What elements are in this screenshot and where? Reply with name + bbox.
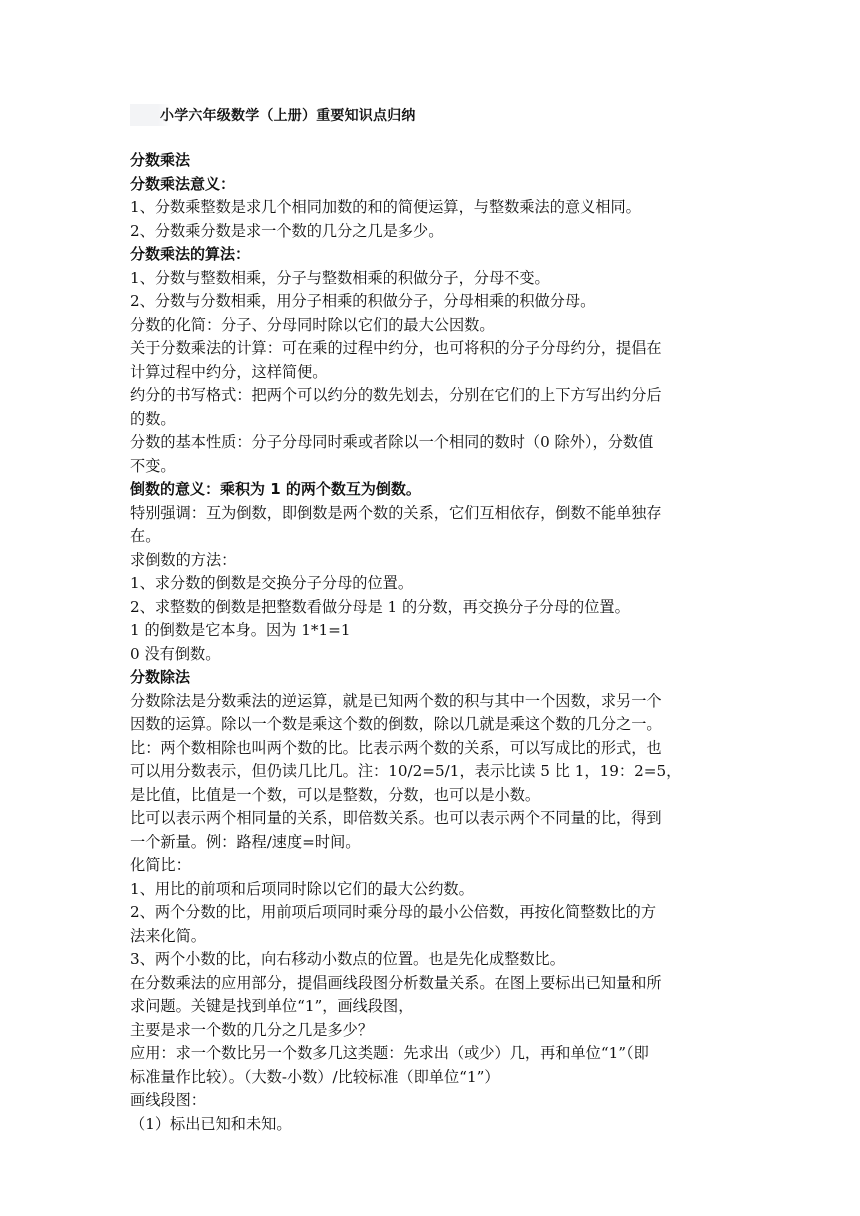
section-heading: 分数乘法的算法： bbox=[130, 245, 251, 263]
text-line: 2、两个分数的比，用前项后项同时乘分母的最小公倍数，再按化简整数比的方 bbox=[130, 903, 657, 921]
text-line: 标准量作比较）。（大数-小数）/比较标准（即单位“1”） bbox=[130, 1067, 500, 1086]
document-body bbox=[130, 149, 740, 1136]
text-line: 1、分数乘整数是求几个相同加数的和的简便运算，与整数乘法的意义相同。 bbox=[130, 198, 641, 216]
text-line: 化简比： bbox=[130, 856, 191, 874]
text-line: 在分数乘法的应用部分，提倡画线段图分析数量关系。在图上要标出已知量和所 bbox=[130, 973, 662, 992]
text-line: 一个新量。例：路程/速度=时间。 bbox=[130, 832, 361, 851]
text-line: 可以用分数表示，但仍读几比几。注：10/2=5/1，表示比读 5 比 1，19：2=5， bbox=[130, 762, 682, 780]
text-line: 分数的化简：分子、分母同时除以它们的最大公因数。 bbox=[130, 315, 495, 334]
document-title-bar bbox=[130, 104, 430, 126]
text-line: 应用：求一个数比另一个数多几这类题：先求出（或少）几，再和单位“1”（即 bbox=[130, 1044, 649, 1062]
text-line: 因数的运算。除以一个数是乘这个数的倒数，除以几就是乘这个数的几分之一。 bbox=[130, 715, 662, 733]
text-line: 0 没有倒数。 bbox=[130, 644, 221, 663]
text-line: 约分的书写格式：把两个可以约分的数先划去，分别在它们的上下方写出约分后 bbox=[130, 386, 662, 404]
text-line: （1）标出已知和未知。 bbox=[130, 1114, 292, 1133]
document-title: 小学六年级数学（上册）重要知识点归纳 bbox=[160, 108, 416, 124]
text-line: 2、分数乘分数是求一个数的几分之几是多少。 bbox=[130, 221, 444, 240]
text-line: 关于分数乘法的计算：可在乘的过程中约分，也可将积的分子分母约分，提倡在 bbox=[130, 339, 662, 357]
text-line: 求倒数的方法： bbox=[130, 550, 237, 569]
text-line: 1、用比的前项和后项同时除以它们的最大公约数。 bbox=[130, 879, 474, 898]
text-line: 分数除法是分数乘法的逆运算，就是已知两个数的积与其中一个因数，求另一个 bbox=[130, 691, 662, 710]
text-line: 2、求整数的倒数是把整数看做分母是 1 的分数，再交换分子分母的位置。 bbox=[130, 597, 630, 616]
text-line: 1 的倒数是它本身。因为 1*1=1 bbox=[130, 621, 351, 639]
text-line: 计算过程中约分，这样简便。 bbox=[130, 362, 328, 381]
text-line: 求问题。关键是找到单位“1”，画线段图， bbox=[130, 997, 414, 1015]
text-line: 3、两个小数的比，向右移动小数点的位置。也是先化成整数比。 bbox=[130, 950, 565, 968]
text-line: 2、分数与分数相乘，用分子相乘的积做分子，分母相乘的积做分母。 bbox=[130, 292, 596, 310]
text-line: 分数的基本性质：分子分母同时乘或者除以一个相同的数时（0 除外），分数值 bbox=[130, 433, 654, 451]
text-line: 不变。 bbox=[130, 456, 176, 475]
text-line: 画线段图： bbox=[130, 1091, 206, 1109]
section-heading: 分数除法 bbox=[130, 668, 191, 686]
text-line: 1、分数与整数相乘，分子与整数相乘的积做分子，分母不变。 bbox=[130, 268, 550, 287]
text-line: 的数。 bbox=[130, 409, 176, 428]
text-line: 特别强调：互为倒数，即倒数是两个数的关系，它们互相依存，倒数不能单独存 bbox=[130, 503, 662, 522]
text-line: 在。 bbox=[130, 527, 161, 545]
section-heading: 分数乘法意义： bbox=[130, 174, 236, 193]
text-line: 法来化简。 bbox=[130, 926, 206, 945]
section-heading: 分数乘法 bbox=[130, 151, 191, 169]
text-line: 1、求分数的倒数是交换分子分母的位置。 bbox=[130, 574, 414, 592]
text-line: 比：两个数相除也叫两个数的比。比表示两个数的关系，可以写成比的形式，也 bbox=[130, 738, 662, 757]
text-line: 是比值，比值是一个数，可以是整数，分数，也可以是小数。 bbox=[130, 785, 541, 804]
text-line: 主要是求一个数的几分之几是多少？ bbox=[130, 1020, 373, 1039]
text-line: 比可以表示两个相同量的关系，即倍数关系。也可以表示两个不同量的比，得到 bbox=[130, 809, 662, 827]
section-heading: 倒数的意义：乘积为 1 的两个数互为倒数。 bbox=[130, 480, 421, 498]
